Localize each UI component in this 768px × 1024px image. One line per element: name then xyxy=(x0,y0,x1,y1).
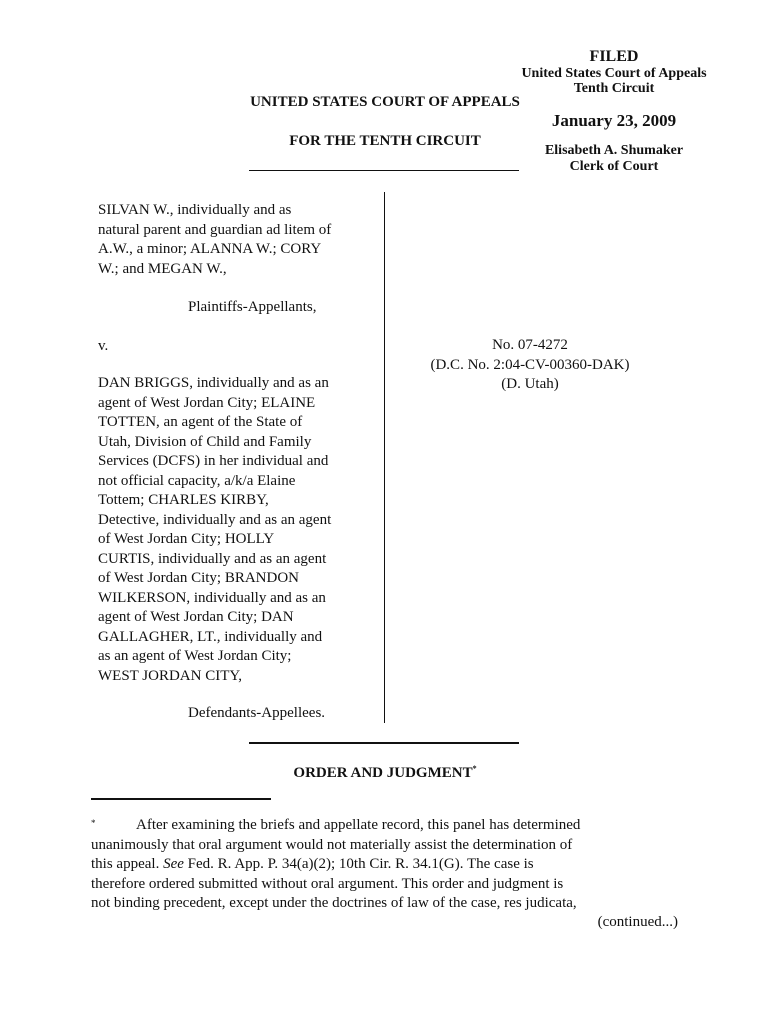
defendants-line: agent of West Jordan City; ELAINE xyxy=(98,394,316,411)
filed-court-line-1: United States Court of Appeals xyxy=(521,66,707,81)
plaintiffs-line: W.; and MEGAN W., xyxy=(98,260,227,277)
court-name: UNITED STATES COURT OF APPEALS xyxy=(250,94,520,110)
filed-stamp xyxy=(496,48,732,174)
heading-rule xyxy=(249,170,519,171)
defendants-line: of West Jordan City; BRANDON xyxy=(98,570,300,586)
plaintiffs-line: SILVAN W., individually and as xyxy=(98,202,292,218)
defendants-line: TOTTEN, an agent of the State of xyxy=(98,414,303,430)
versus: v. xyxy=(98,338,109,354)
defendants-line: Services (DCFS) in her individual and xyxy=(98,453,329,469)
footnote-line-text: this appeal. xyxy=(91,856,164,872)
footnote xyxy=(91,816,681,914)
defendants-line: agent of West Jordan City; DAN xyxy=(98,609,294,625)
clerk-name: Elisabeth A. Shumaker xyxy=(544,143,684,158)
case-number-block xyxy=(400,336,660,395)
order-footnote-marker: * xyxy=(472,764,477,773)
plaintiffs-role: Plaintiffs-Appellants, xyxy=(188,299,317,315)
defendants-line: Tottem; CHARLES KIRBY, xyxy=(98,492,269,508)
footnote-line-text: Fed. R. App. P. 34(a)(2); 10th Cir. R. 34.1(G). The case is xyxy=(183,856,534,872)
caption-bottom-rule xyxy=(249,742,519,744)
plaintiffs-block xyxy=(98,201,378,279)
district: (D. Utah) xyxy=(501,376,559,392)
case-number: No. 07-4272 xyxy=(492,337,568,353)
footnote-line: not binding precedent, except under the doctrines of law of the case, res judicata, xyxy=(91,895,577,911)
filed-court-line-2: Tenth Circuit xyxy=(573,81,655,96)
defendants-line: not official capacity, a/k/a Elaine xyxy=(98,472,296,489)
defendants-block xyxy=(98,374,378,686)
footnote-marker: * xyxy=(91,818,96,828)
defendants-line: Utah, Division of Child and Family xyxy=(98,433,312,450)
defendants-line: Detective, individually and as an agent xyxy=(98,511,332,528)
footnote-line xyxy=(91,855,681,875)
defendants-line: of West Jordan City; HOLLY xyxy=(98,531,275,547)
court-circuit: FOR THE TENTH CIRCUIT xyxy=(289,133,481,149)
defendants-line: WEST JORDAN CITY, xyxy=(98,667,243,684)
footnote-rule xyxy=(91,798,271,800)
defendants-line: CURTIS, individually and as an agent xyxy=(98,550,327,567)
footnote-line-text: After examining the briefs and appellate record, this panel has determined xyxy=(136,817,581,833)
filed-label: FILED xyxy=(589,48,639,65)
plaintiffs-line: A.W., a minor; ALANNA W.; CORY xyxy=(98,241,322,257)
clerk-title: Clerk of Court xyxy=(569,159,659,174)
defendants-line: WILKERSON, individually and as an xyxy=(98,589,326,606)
see-citation-signal: See xyxy=(163,856,184,872)
defendants-line: DAN BRIGGS, individually and as an xyxy=(98,375,329,391)
defendants-line: as an agent of West Jordan City; xyxy=(98,648,292,664)
plaintiffs-line: natural parent and guardian ad litem of xyxy=(98,221,332,238)
caption-divider xyxy=(384,192,385,723)
filed-date: January 23, 2009 xyxy=(551,111,677,130)
continued-note: (continued...) xyxy=(597,914,678,930)
district-court-number: (D.C. No. 2:04-CV-00360-DAK) xyxy=(430,356,630,373)
footnote-line: therefore ordered submitted without oral argument. This order and judgment is xyxy=(91,875,564,892)
defendants-line: GALLAGHER, LT., individually and xyxy=(98,628,323,645)
defendants-role: Defendants-Appellees. xyxy=(188,705,326,721)
order-title-text: ORDER AND JUDGMENT xyxy=(293,765,473,781)
order-title xyxy=(200,764,570,782)
footnote-line xyxy=(91,816,681,836)
footnote-line: unanimously that oral argument would not materially assist the determination of xyxy=(91,836,573,853)
